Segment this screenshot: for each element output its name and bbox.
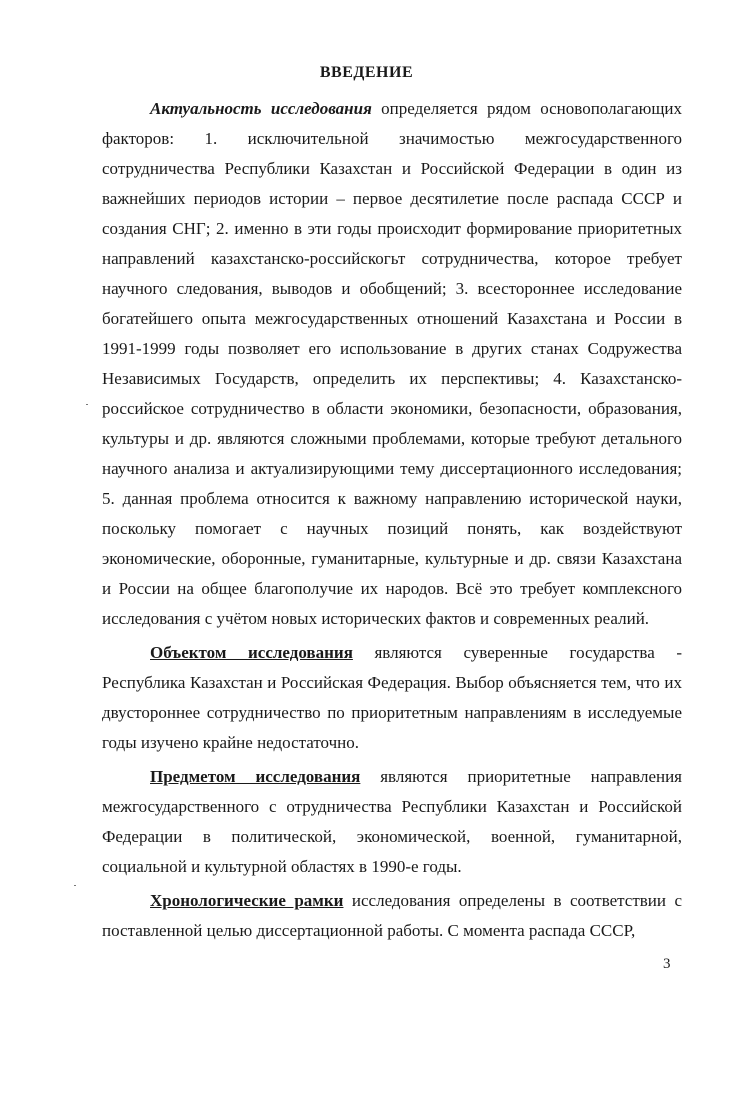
paragraph-lead: Актуальность исследования	[150, 99, 372, 118]
paragraph-lead: Объектом исследования	[150, 643, 353, 662]
paragraph-text: исследования определены в соответствии с поставленной целью диссертационной работы. С момента распада СССР,	[102, 891, 683, 940]
paragraph-text: определяется рядом основополагающих факторов: 1. исключительной значимостью межгосударственного сотрудничества Республики Казахстан и Российской Федерации в один из важнейших периодов истории – первое десятилетие после распада СССР и создания СНГ; 2. именно в эти годы происходит формирование приоритетных направлений казахстанско-российскогьт сотрудничества, которое требует научного следования, выводов и обобщений; 3. всестороннее исследование богатейшего опыта межгосударственных отношений Казахстана и России в 1991-1999 годы позволяет его использование в других станах Содружества Независимых Государств, определить их перспективы; 4. Казахстанско-российское сотрудничество в области экономики, безопасности, образования, культуры и др. являются сложными проблемами, которые требуют детального научного анализа и актуализирующими тему диссертационного исследования; 5. данная проблема относится к важному направлению исторической науки, поскольку помогает с научных позиций понять, как воздействуют экономические, оборонные, гуманитарные, культурные и др. связи Казахстана и России на общее благополучие их народов. Всё это требует комплексного исследования с учётом новых исторических фактов и современных реалий.	[102, 99, 683, 628]
paragraph-object	[102, 638, 682, 758]
paragraph-chronology	[102, 886, 682, 946]
paragraph-lead: Хронологические рамки	[150, 891, 344, 910]
paragraph-text: являются приоритетные направления межгосударственного с отрудничества Республики Казахстан и Российской Федерации в политической, экономической, военной, гуманитарной, социальной и культурной областях в 1990-е годы.	[102, 767, 682, 876]
paragraph-relevance	[102, 94, 682, 634]
page-title: ВВЕДЕНИЕ	[319, 64, 414, 81]
paragraph-subject	[102, 762, 682, 882]
paragraph-lead: Предметом исследования	[150, 767, 361, 786]
page-number: 3	[663, 956, 671, 972]
scan-speck	[74, 885, 76, 886]
body-text	[102, 94, 682, 950]
paragraph-text: являются суверенные государства - Республика Казахстан и Российская Федерация. Выбор объясняется тем, что их двустороннее сотрудничество по приоритетным направлениям в исследуемые годы изучено крайне недостаточно.	[102, 643, 682, 752]
scan-speck	[86, 404, 88, 405]
